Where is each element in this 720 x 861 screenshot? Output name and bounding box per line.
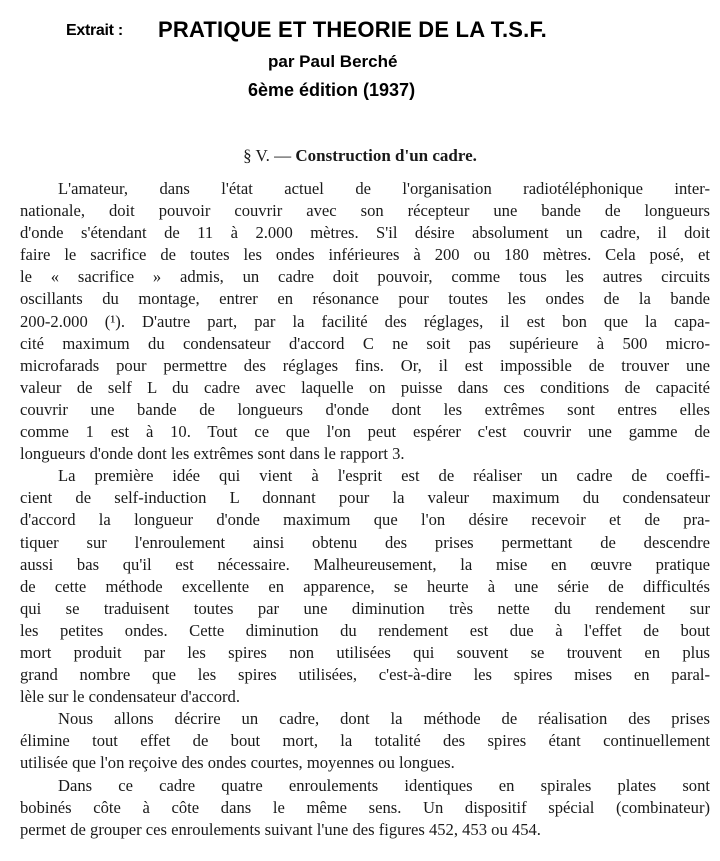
text-line: utilisée que l'on reçoive des ondes courtes, moyennes ou longues. [20,753,455,773]
section-number: § V. — [243,146,296,165]
text-line: couvrir une bande de longueurs d'onde dont les extrêmes sont entres elles [20,399,710,419]
text-line: d'onde s'étendant de 11 à 2.000 mètres. S'il désire absolument un cadre, il doit [20,223,710,243]
text-line: qui se traduisent toutes par une diminution très nette du rendement sur [20,598,710,618]
text-line: bobinés côte à côte dans le même sens. Un dispositif spécial (combinateur) [20,797,710,817]
text-line: permet de grouper ces enroulements suivant l'une des figures 452, 453 ou 454. [20,819,541,839]
text-line: cient de self-induction L donnant pour la valeur maximum du condensateur [20,488,710,508]
text-line: d'accord la longueur d'onde maximum que l'on désire recevoir et de pra- [20,510,710,530]
text-line: longueurs d'onde dont les extrêmes sont dans le rapport 3. [20,444,405,464]
text-line: La première idée qui vient à l'esprit est de réaliser un cadre de coeffi- [58,466,710,486]
text-line: grand nombre que les spires utilisées, c'est-à-dire les spires mises en paral- [20,665,710,685]
text-line: aussi bas qu'il est nécessaire. Malheureusement, la mise en œuvre pratique [20,554,710,574]
text-line: tiquer sur l'enroulement ainsi obtenu des prises permettant de descendre [20,532,710,552]
text-line: valeur de self L du cadre avec laquelle on puisse dans ces conditions de capacité [20,377,710,397]
text-line: mort produit par les spires non utilisées qui souvent se trouvent en plus [20,642,710,662]
section-heading [0,146,720,166]
paragraph [20,775,710,841]
text-line: 200-2.000 (¹). D'autre part, par la facilité des réglages, il est bon que la capa- [20,311,710,331]
paragraph [20,465,710,708]
paragraph [20,708,710,774]
section-title: Construction d'un cadre. [295,146,477,165]
text-line: microfarads pour permettre des réglages fins. Or, il est impossible de trouver une [20,355,710,375]
book-title: PRATIQUE ET THEORIE DE LA T.S.F. [158,17,547,42]
text-line: cité maximum du condensateur d'accord C ne soit pas supérieure à 500 micro- [20,333,710,353]
text-line: de cette méthode excellente en apparence, se heurte à une série de difficultés [20,576,710,596]
text-line: oscillants du montage, entrer en résonance pour toutes les ondes de la bande [20,289,710,309]
extrait-label: Extrait : [66,22,123,39]
text-line: L'amateur, dans l'état actuel de l'organisation radiotéléphonique inter- [58,179,710,198]
text-line: les petites ondes. Cette diminution du rendement est due à l'effet de bout [20,620,710,640]
author-line: par Paul Berché [268,52,398,71]
text-line: nationale, doit pouvoir couvrir avec son récepteur une bande de longueurs [20,201,710,221]
paragraph [20,178,710,465]
text-line: élimine tout effet de bout mort, la totalité des spires étant continuellement [20,731,710,751]
text-line: comme 1 est à 10. Tout ce que l'on peut espérer c'est couvrir une gamme de [20,422,710,442]
document-body [20,178,710,841]
text-line: lèle sur le condensateur d'accord. [20,687,240,707]
text-line: Dans ce cadre quatre enroulements identiques en spirales plates sont [58,775,710,795]
edition-line: 6ème édition (1937) [248,80,416,100]
text-line: le « sacrifice » admis, un cadre doit pouvoir, comme tous les autres circuits [20,267,710,287]
text-line: Nous allons décrire un cadre, dont la méthode de réalisation des prises [58,709,710,729]
text-line: faire le sacrifice de toutes les ondes inférieures à 200 ou 180 mètres. Cela posé, et [20,245,710,265]
